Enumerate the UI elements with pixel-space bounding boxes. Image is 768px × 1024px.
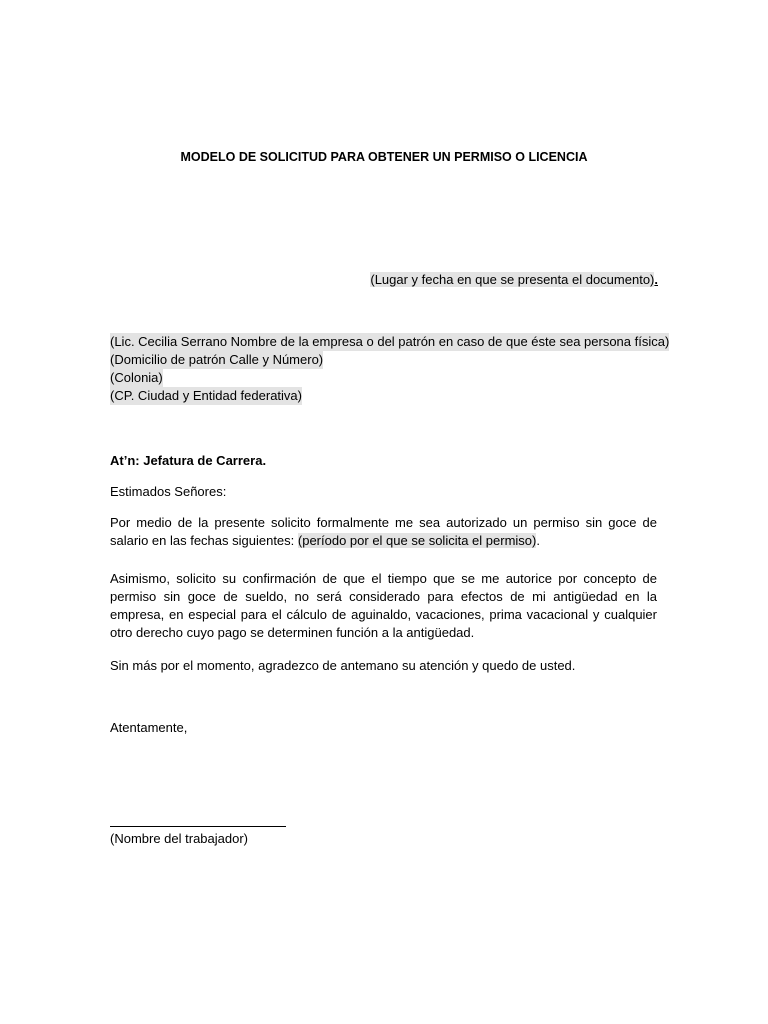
document-title: MODELO DE SOLICITUD PARA OBTENER UN PERMISO O LICENCIA: [180, 150, 588, 164]
paragraph-2: Asimismo, solicito su confirmación de que el tiempo que se me autorice por concepto de permiso sin goce de sueldo, no será considerado para efectos de mi antigüedad en la empresa, en especial para el cálculo de aguinaldo, vacaciones, prima vacacional y cualquier otro derecho cuyo pago se determinen función a la antigüedad.: [110, 571, 657, 640]
greeting: Estimados Señores:: [110, 484, 227, 499]
recipient-line-4: (CP. Ciudad y Entidad federativa): [110, 388, 302, 403]
closing: Atentamente,: [110, 720, 188, 735]
paragraph-3: Sin más por el momento, agradezco de antemano su atención y quedo de usted.: [110, 658, 576, 673]
paragraph-1-end: .: [536, 533, 540, 548]
place-date-punct: .: [654, 272, 658, 287]
place-date: [370, 271, 658, 289]
signature-line: [110, 826, 286, 827]
recipient-address: [110, 333, 669, 405]
recipient-line-3: (Colonia): [110, 370, 163, 385]
attention-line: At’n: Jefatura de Carrera.: [110, 453, 267, 468]
paragraph-1: [110, 514, 657, 550]
signature-name: (Nombre del trabajador): [110, 831, 249, 846]
recipient-line-2: (Domicilio de patrón Calle y Número): [110, 352, 324, 367]
place-date-text: (Lugar y fecha en que se presenta el documento): [370, 272, 655, 287]
paragraph-1-highlight: (período por el que se solicita el permiso): [297, 533, 537, 548]
recipient-line-1: (Lic. Cecilia Serrano Nombre de la empresa o del patrón en caso de que éste sea persona física): [110, 334, 670, 349]
paragraph-1-text: Por medio de la presente solicito formalmente me sea autorizado un permiso sin goce de salario en las fechas siguientes:: [110, 515, 657, 548]
